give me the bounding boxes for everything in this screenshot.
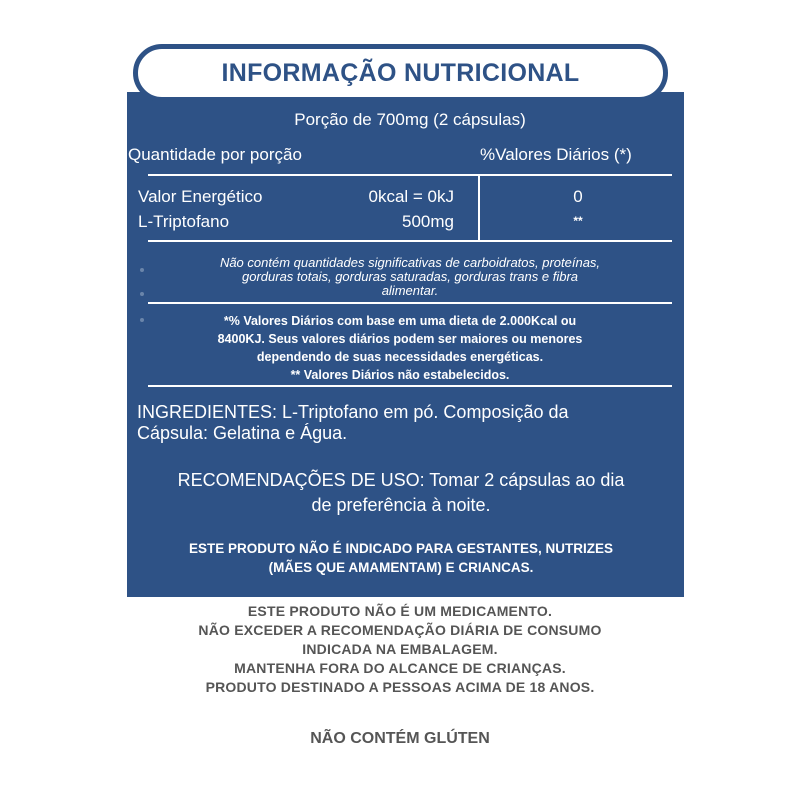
footer-line: ESTE PRODUTO NÃO É UM MEDICAMENTO. bbox=[247, 603, 553, 619]
divider bbox=[148, 174, 672, 176]
note-line: alimentar. bbox=[381, 283, 439, 298]
not-significant-note bbox=[140, 256, 680, 298]
daily-values-header: %Valores Diários (*) bbox=[480, 145, 632, 164]
row-tryptophan-name: L-Triptofano bbox=[138, 212, 230, 231]
footer-line: MANTENHA FORA DO ALCANCE DE CRIANÇAS. bbox=[234, 660, 566, 676]
usage-recommendations bbox=[137, 468, 665, 518]
recommendation-line: de preferência à noite. bbox=[311, 495, 491, 515]
row-energy-name: Valor Energético bbox=[138, 187, 263, 206]
decorative-dot bbox=[140, 318, 144, 322]
note-line: Não contém quantidades significativas de carboidratos, proteínas, bbox=[219, 255, 601, 270]
footer-warnings bbox=[100, 602, 700, 697]
recommendation-line: RECOMENDAÇÕES DE USO: Tomar 2 cápsulas ao dia bbox=[177, 470, 625, 490]
column-divider bbox=[478, 176, 480, 240]
footer-line: PRODUTO DESTINADO A PESSOAS ACIMA DE 18 ANOS. bbox=[205, 679, 595, 695]
row-energy-amount: 0kcal = 0kJ bbox=[368, 187, 454, 206]
row-tryptophan-daily-value: ** bbox=[573, 214, 583, 228]
warning-line: (MÃES QUE AMAMENTAM) E CRIANCAS. bbox=[268, 560, 534, 575]
ingredients-line: INGREDIENTES: L-Triptofano em pó. Composição da bbox=[137, 402, 569, 422]
page-title: INFORMAÇÃO NUTRICIONAL bbox=[221, 58, 580, 87]
footnote-line: 8400KJ. Seus valores diários podem ser maiores ou menores bbox=[217, 332, 583, 346]
divider bbox=[148, 385, 672, 387]
title-banner bbox=[133, 44, 668, 102]
portion-size: Porção de 700mg (2 cápsulas) bbox=[294, 110, 526, 129]
ingredients-line: Cápsula: Gelatina e Água. bbox=[137, 423, 348, 443]
footer-line: NÃO EXCEDER A RECOMENDAÇÃO DIÁRIA DE CONSUMO bbox=[198, 622, 602, 638]
ingredients bbox=[137, 402, 569, 444]
divider bbox=[148, 302, 672, 304]
row-energy-daily-value: 0 bbox=[573, 187, 583, 206]
warning-notice bbox=[137, 539, 665, 577]
gluten-free-notice: NÃO CONTÉM GLÚTEN bbox=[310, 730, 490, 747]
daily-values-footnote bbox=[150, 312, 650, 384]
row-tryptophan-amount: 500mg bbox=[402, 212, 454, 231]
warning-line: ESTE PRODUTO NÃO É INDICADO PARA GESTANTES, NUTRIZES bbox=[188, 541, 614, 556]
quantity-header: Quantidade por porção bbox=[128, 145, 302, 164]
footnote-line: ** Valores Diários não estabelecidos. bbox=[290, 368, 510, 382]
divider bbox=[148, 240, 672, 242]
footer-line: INDICADA NA EMBALAGEM. bbox=[302, 641, 498, 657]
footnote-line: *% Valores Diários com base em uma dieta de 2.000Kcal ou bbox=[223, 314, 577, 328]
footnote-line: dependendo de suas necessidades energéticas. bbox=[256, 350, 544, 364]
note-line: gorduras totais, gorduras saturadas, gorduras trans e fibra bbox=[241, 269, 578, 284]
